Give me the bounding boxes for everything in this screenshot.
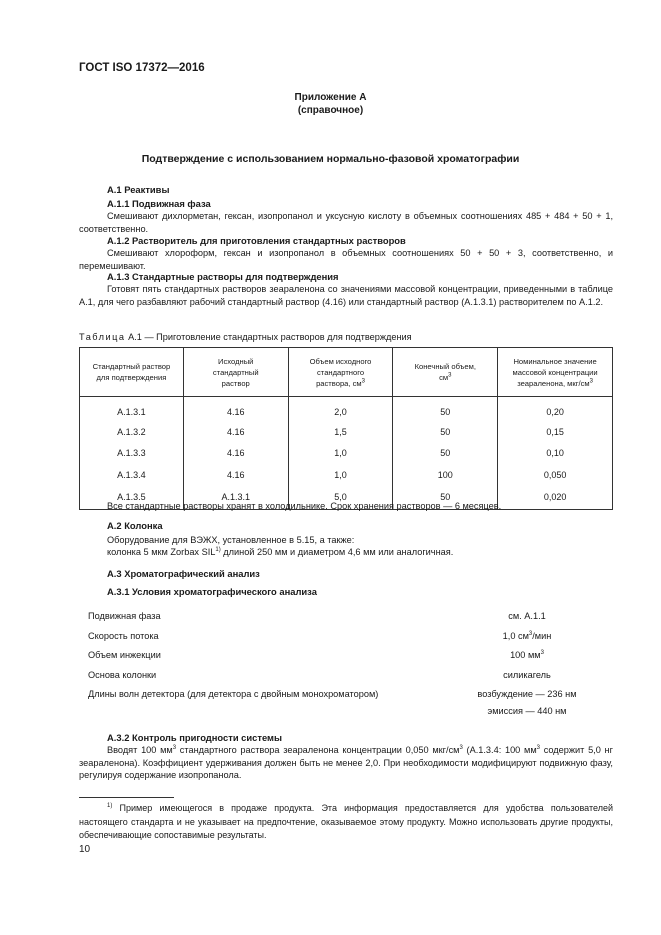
cond-label-mobile-phase: Подвижная фаза <box>88 611 161 621</box>
document-header: ГОСТ ISO 17372—2016 <box>79 62 205 74</box>
table-caption <box>79 332 412 342</box>
annex-title: Приложение А <box>294 92 367 103</box>
storage-note: Все стандартные растворы хранят в холодильнике. Срок хранения растворов — 6 месяцев. <box>107 501 502 511</box>
heading-a32: А.3.2 Контроль пригодности системы <box>107 732 282 743</box>
a2-line-1: Оборудование для ВЭЖХ, установленное в 5.15, а также: <box>107 535 355 545</box>
heading-a11: А.1.1 Подвижная фаза <box>107 198 211 209</box>
cond-value-mobile-phase: см. А.1.1 <box>508 611 546 621</box>
cond-value-excitation: возбуждение — 236 нм <box>477 689 577 699</box>
cond-label-wavelength: Длины волн детектора (для детектора с двойным монохроматором) <box>88 689 379 699</box>
table-row: А.1.3.3 4.16 1,0 50 0,10 <box>80 443 613 465</box>
table-caption-text: — Приготовление стандартных растворов для подтверждения <box>141 332 412 342</box>
col-header-volume: Объем исходного стандартного раствора, $см^3$ <box>288 348 393 397</box>
heading-a13: А.1.3 Стандартные растворы для подтверждения <box>107 271 339 282</box>
cond-value-column-base: силикагель <box>503 670 551 680</box>
preparation-table <box>79 347 613 510</box>
cond-value-emission: эмиссия — 440 нм <box>487 706 567 716</box>
heading-a2: А.2 Колонка <box>107 520 163 531</box>
cond-label-column-base: Основа колонки <box>88 670 157 680</box>
cond-value-injection-volume: 100 $мм^3$ <box>510 649 544 660</box>
cond-label-injection-volume: Объем инжекции <box>88 650 161 660</box>
footnote-text: $^{1)}$ Пример имеющегося в продаже продукта. Эта информация предоставляется для удобства пользователей настоящего стандарта и не указывает на предпочтение, оказываемое этому продукту. Можно использовать другие продукты, обеспечивающие сопоставимые результаты. <box>79 803 613 840</box>
page-number: 10 <box>79 844 91 855</box>
heading-a3: А.3 Хроматографический анализ <box>107 568 260 579</box>
table-caption-label: Таблица <box>79 332 126 342</box>
col-header-initial: Исходный стандартный раствор <box>183 348 288 397</box>
cond-label-flow-rate: Скорость потока <box>88 631 159 641</box>
footnote-divider <box>79 797 174 798</box>
table-caption-number: А.1 <box>128 332 142 342</box>
col-header-standard: Стандартный раствор для подтверждения <box>80 348 184 397</box>
table-row: А.1.3.4 4.16 1,0 100 0,050 <box>80 464 613 486</box>
cond-value-flow-rate: 1,0 $см^3$/мин <box>502 630 552 641</box>
table-row: А.1.3.2 4.16 1,5 50 0,15 <box>80 421 613 443</box>
table-row: А.1.3.5 А.1.3.1 5,0 50 0,020 <box>80 486 613 510</box>
footnote <box>79 802 613 843</box>
col-header-final-volume: Конечный объем, $см^3$ <box>393 348 498 397</box>
annex-subtitle: (справочное) <box>297 105 364 116</box>
heading-a12: А.1.2 Растворитель для приготовления стандартных растворов <box>107 235 406 246</box>
paragraph-a11-text: Смешивают дихлорметан, гексан, изопропанол и уксусную кислоту в объемных соотношениях 485 + 484 + 50 + 1, соответственно. <box>79 211 613 234</box>
paragraph-a12-text: Смешивают хлороформ, гексан и изопропанол в объемных соотношениях 50 + 50 + 3, соответственно, и перемешивают. <box>79 248 613 271</box>
col-header-concentration: Номинальное значение массовой концентрации зеараленона, мкг/$см^3$ <box>498 348 613 397</box>
table-row: А.1.3.1 4.16 2,0 50 0,20 <box>80 397 613 422</box>
paragraph-a12 <box>79 247 613 272</box>
paragraph-a32-text: Вводят 100 $мм^3$ стандартного раствора зеараленона концентрации 0,050 мкг/$см^3$ (А.1.3.4: 100 $мм^3$ содержит 5,0 нг зеараленона). Коэффициент удерживания должен быть не менее 2,0. При необходимости модифицируют подвижную фазу, регулируя содержание изопропанола. <box>79 744 613 781</box>
section-title: Подтверждение с использованием нормально-фазовой хроматографии <box>141 153 520 165</box>
paragraph-a13-text: Готовят пять стандартных растворов зеараленона со значениями массовой концентрации, приведенными в таблице А.1, для чего разбавляют рабочий стандартный раствор (4.16) или стандартный раствор (А.1.3.1) растворителем по А.1.2. <box>79 284 613 307</box>
a2-line-2: колонка 5 мкм Zorbax SIL$^{1)}$ длиной 250 мм и диаметром 4,6 мм или аналогичная. <box>107 546 454 557</box>
paragraph-a11 <box>79 210 613 235</box>
heading-a31: А.3.1 Условия хроматографического анализа <box>107 586 317 597</box>
paragraph-a13 <box>79 283 613 308</box>
paragraph-a32 <box>79 744 613 782</box>
heading-a1: А.1 Реактивы <box>107 184 170 195</box>
table-header-row <box>80 348 613 397</box>
